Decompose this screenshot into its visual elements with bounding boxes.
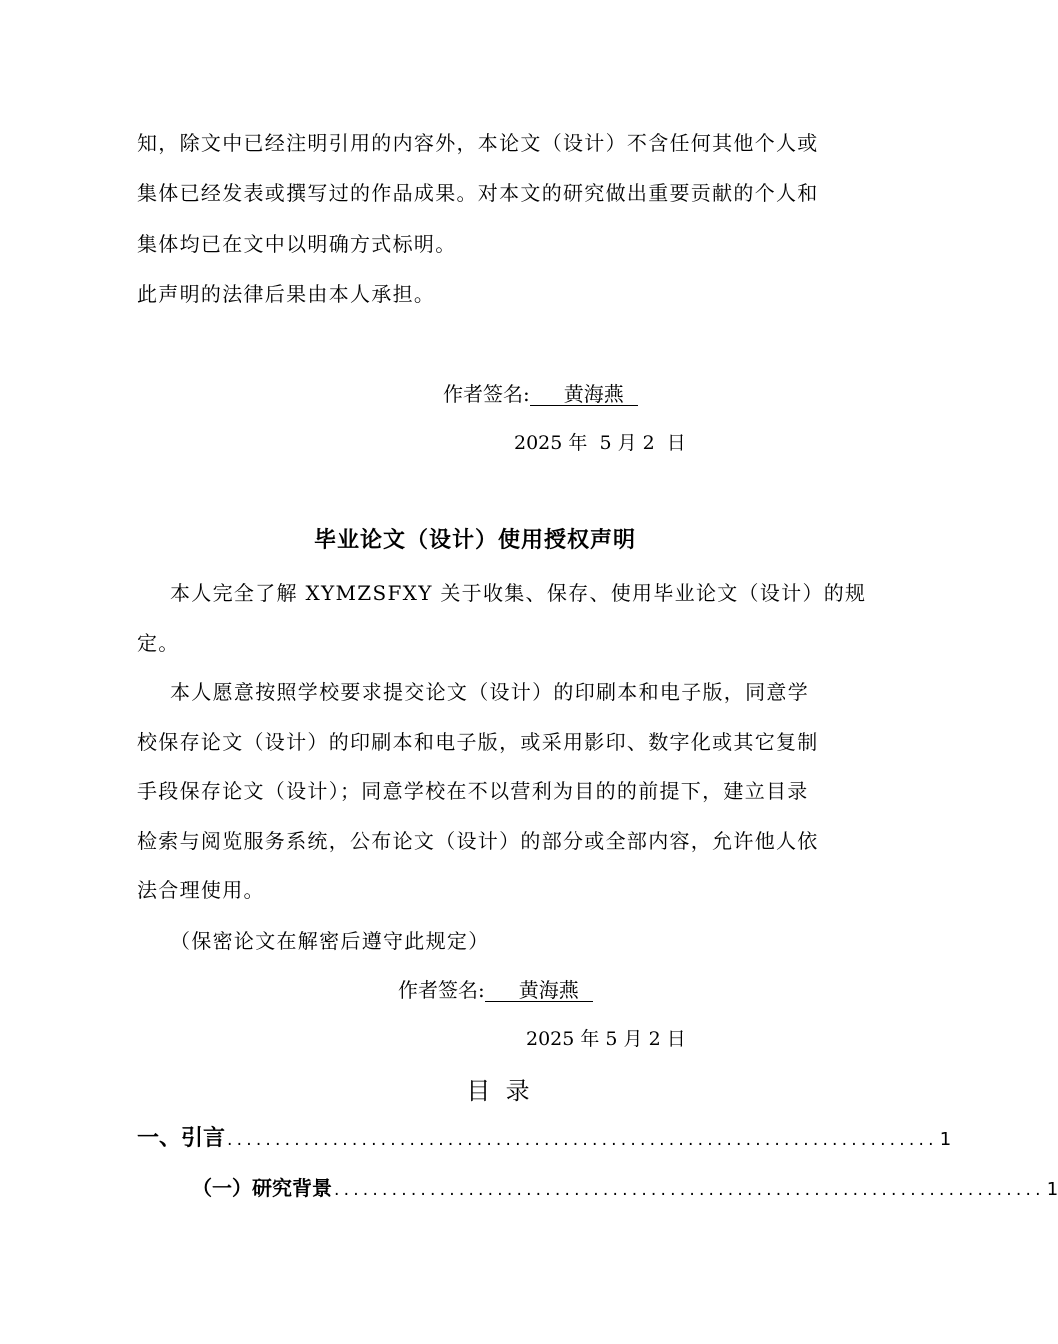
toc-entry-label: （一）研究背景	[192, 1176, 332, 1200]
declaration-signature	[443, 378, 638, 407]
declaration-line-1: 知，除文中已经注明引用的内容外，本论文（设计）不含任何其他个人或	[137, 131, 819, 155]
authorization-para2-line-5: 法合理使用。	[137, 878, 265, 902]
signature-name: 黄海燕	[530, 383, 638, 406]
authorization-para2-line-4: 检索与阅览服务系统，公布论文（设计）的部分或全部内容，允许他人依	[137, 829, 819, 853]
declaration-line-4: 此声明的法律后果由本人承担。	[137, 282, 436, 306]
authorization-para1-line-1: 本人完全了解 XYMZSFXY 关于收集、保存、使用毕业论文（设计）的规	[170, 581, 867, 605]
declaration-line-3: 集体均已在文中以明确方式标明。	[137, 232, 457, 256]
signature-label: 作者签名:	[398, 978, 485, 1002]
signature-name: 黄海燕	[485, 979, 593, 1002]
toc-page-number: 1	[939, 1129, 952, 1150]
toc-title: 目 录	[466, 1077, 530, 1105]
signature-label: 作者签名:	[443, 382, 530, 406]
toc-leader-dots: ..........................................................................	[227, 1130, 938, 1150]
confidential-note: （保密论文在解密后遵守此规定）	[170, 929, 490, 953]
toc-entry-introduction[interactable]	[137, 1121, 952, 1152]
toc-entry-label: 一、引言	[137, 1126, 226, 1151]
declaration-date: 2025 年 5 月 2 日	[514, 432, 686, 454]
toc-page-number: 1	[1046, 1179, 1058, 1200]
authorization-para1-line-2: 定。	[137, 631, 180, 655]
declaration-line-2: 集体已经发表或撰写过的作品成果。对本文的研究做出重要贡献的个人和	[137, 181, 819, 205]
authorization-para2-line-1: 本人愿意按照学校要求提交论文（设计）的印刷本和电子版，同意学	[170, 680, 809, 704]
authorization-para2-line-3: 手段保存论文（设计）；同意学校在不以营利为目的的前提下，建立目录	[137, 779, 809, 803]
toc-leader-dots: ..........................................................................	[334, 1180, 1045, 1200]
authorization-date: 2025 年 5 月 2 日	[526, 1028, 686, 1050]
authorization-title: 毕业论文（设计）使用授权声明	[313, 528, 636, 553]
authorization-signature	[398, 974, 593, 1003]
toc-entry-research-background[interactable]	[192, 1172, 1058, 1201]
authorization-para2-line-2: 校保存论文（设计）的印刷本和电子版，或采用影印、数字化或其它复制	[137, 730, 819, 754]
